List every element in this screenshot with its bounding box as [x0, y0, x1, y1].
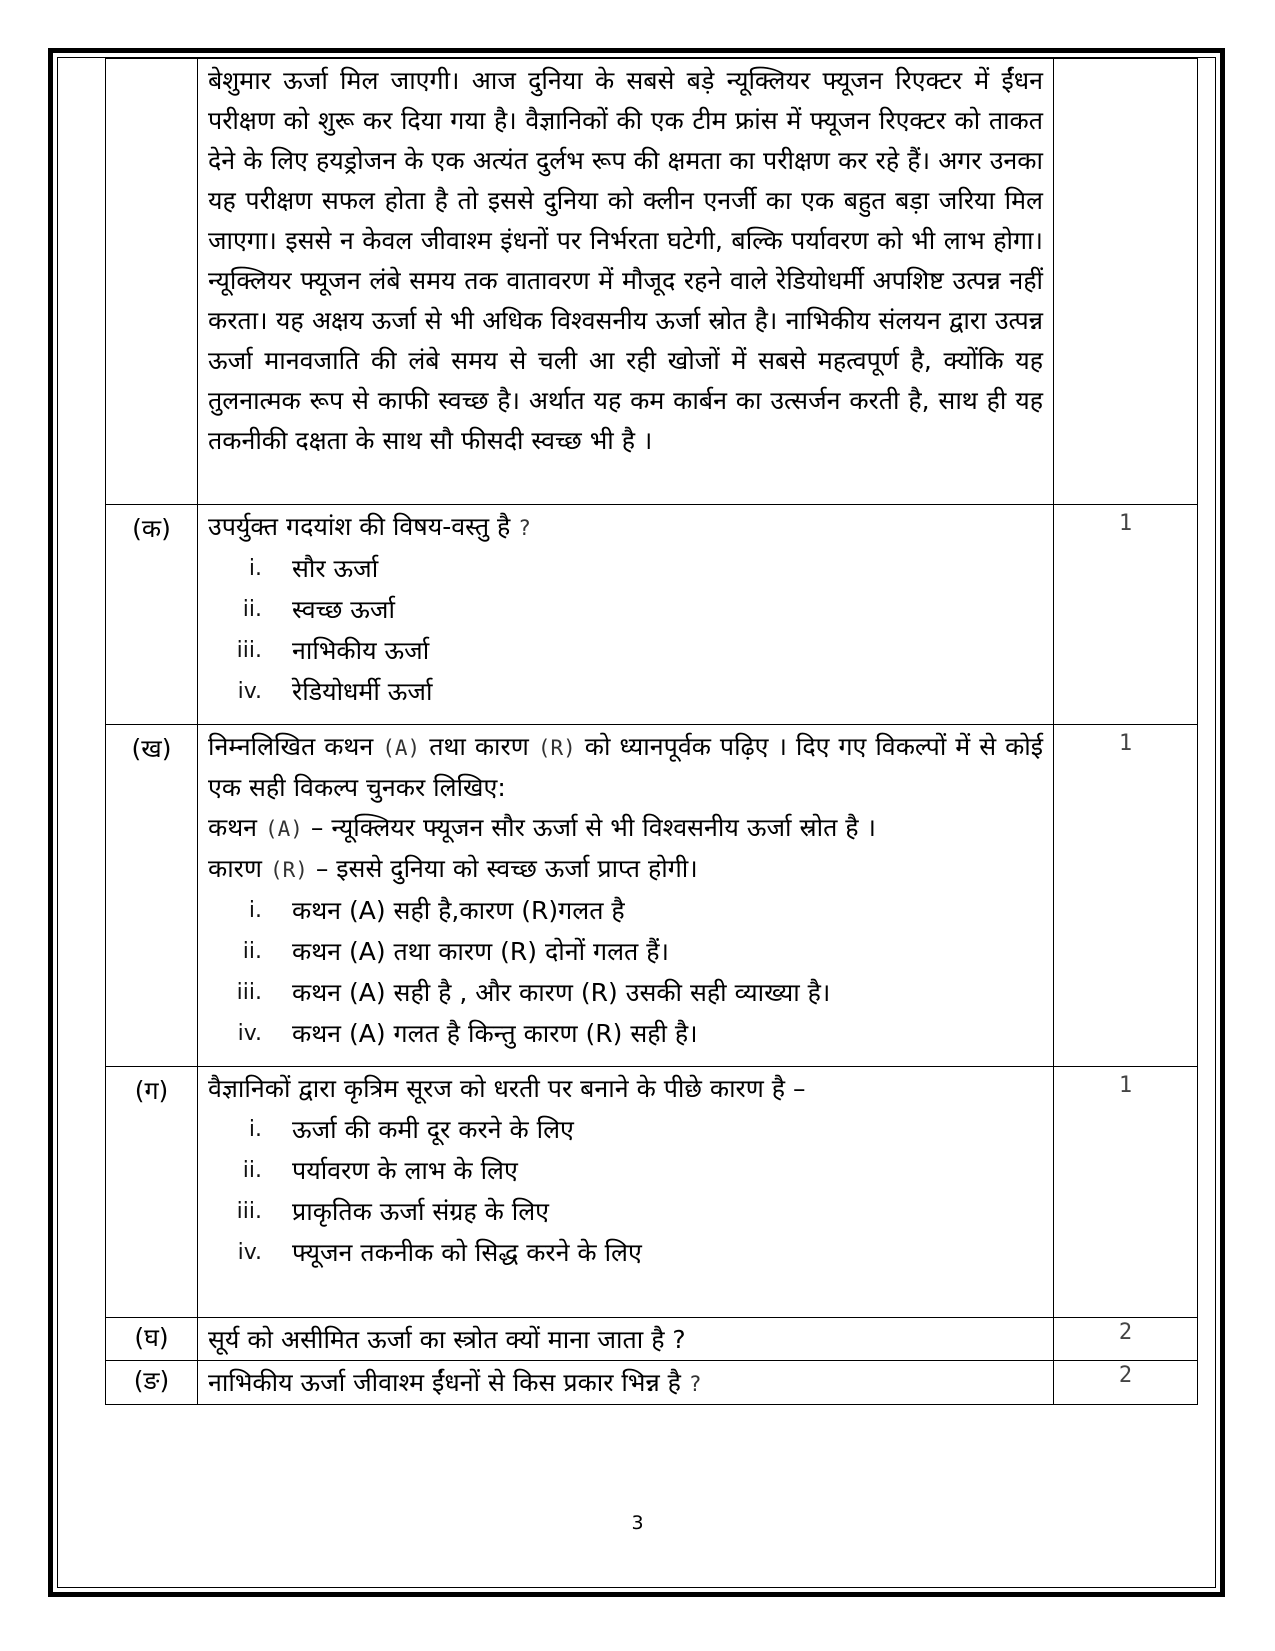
- option-item: ii. पर्यावरण के लाभ के लिए: [242, 1156, 518, 1185]
- reason-line: कारण (R) – इससे दुनिया को स्वच्छ ऊर्जा प्राप्त होगी।: [208, 854, 698, 883]
- question-text: निम्नलिखित कथन (A) तथा कारण (R) को ध्यानपूर्वक पढ़िए । दिए गए विकल्पों में से कोई एक सही विकल्प चुनकर लिखिए:: [208, 732, 1044, 802]
- question-label: (ग): [106, 1067, 198, 1318]
- passage-marks-cell: [1054, 59, 1198, 505]
- marks-value: 2: [1054, 1361, 1198, 1405]
- passage-row: [106, 59, 1198, 505]
- question-label: (क): [106, 505, 198, 725]
- page-number: 3: [631, 1512, 644, 1534]
- option-item: ii. स्वच्छ ऊर्जा: [242, 595, 395, 624]
- question-ka-row: [106, 505, 1198, 725]
- option-item: iii. नाभिकीय ऊर्जा: [236, 636, 430, 665]
- assertion-line: कथन (A) – न्यूक्लियर फ्यूजन सौर ऊर्जा से भी विश्वसनीय ऊर्जा स्रोत है ।: [208, 813, 876, 842]
- question-label: (ख): [106, 725, 198, 1067]
- option-item: iv. फ्यूजन तकनीक को सिद्ध करने के लिए: [237, 1238, 642, 1267]
- question-label: (ङ): [106, 1361, 198, 1405]
- option-item: iv. कथन (A) गलत है किन्तु कारण (R) सही है।: [237, 1019, 698, 1048]
- question-kha-cell: [198, 725, 1054, 1067]
- option-item: i. ऊर्जा की कमी दूर करने के लिए: [248, 1115, 574, 1144]
- question-text: नाभिकीय ऊर्जा जीवाश्म ईंधनों से किस प्रकार भिन्न है: [208, 1368, 681, 1397]
- options-list: [208, 548, 1043, 724]
- question-label: (घ): [106, 1318, 198, 1361]
- marks-value: 1: [1054, 505, 1198, 725]
- marks-value: 1: [1054, 1067, 1198, 1318]
- question-table: [105, 58, 1198, 1405]
- option-item: i. सौर ऊर्जा: [248, 554, 379, 583]
- question-ga-cell: [198, 1067, 1054, 1318]
- passage-text: बेशुमार ऊर्जा मिल जाएगी। आज दुनिया के सबसे बड़े न्यूक्लियर फ्यूजन रिएक्टर में ईंधन परीक्षण को शुरू कर दिया गया है। वैज्ञानिकों की एक टीम फ्रांस में फ्यूजन रिएक्टर को ताकत देने के लिए हयड्रोजन के एक अत्यंत दुर्लभ रूप की क्षमता का परीक्षण कर रहे हैं। अगर उनका यह परीक्षण सफल होता है तो इससे दुनिया को क्लीन एनर्जी का एक बहुत बड़ा जरिया मिल जाएगा। इससे न केवल जीवाश्म इंधनों पर निर्भरता घटेगी, बल्कि पर्यावरण को भी लाभ होगा। न्यूक्लियर फ्यूजन लंबे समय तक वातावरण में मौजूद रहने वाले रेडियोधर्मी अपशिष्ट उत्पन्न नहीं करता। यह अक्षय ऊर्जा से भी अधिक विश्वसनीय ऊर्जा स्रोत है। नाभिकीय संलयन द्वारा उत्पन्न ऊर्जा मानवजाति की लंबे समय से चली आ रही खोजों में सबसे महत्वपूर्ण है, क्योंकि यह तुलनात्मक रूप से काफी स्वच्छ है। अर्थात यह कम कार्बन का उत्सर्जन करती है, साथ ही यह तकनीकी दक्षता के साथ सौ फीसदी स्वच्छ भी है ।: [198, 59, 1054, 505]
- marks-value: 2: [1054, 1318, 1198, 1361]
- question-text: सूर्य को असीमित ऊर्जा का स्त्रोत क्यों माना जाता है ?: [198, 1318, 1054, 1361]
- passage-label-cell: [106, 59, 198, 505]
- question-kha-row: [106, 725, 1198, 1067]
- options-list: [208, 1109, 1043, 1285]
- option-item: ii. कथन (A) तथा कारण (R) दोनों गलत हैं।: [242, 937, 669, 966]
- question-nga-row: [106, 1361, 1198, 1405]
- option-item: iii. कथन (A) सही है , और कारण (R) उसकी सही व्याख्या है।: [236, 978, 831, 1007]
- options-list: [208, 890, 1043, 1066]
- question-ka-cell: [198, 505, 1054, 725]
- question-nga-cell: नाभिकीय ऊर्जा जीवाश्म ईंधनों से किस प्रकार भिन्न है ?: [198, 1361, 1054, 1405]
- question-text: वैज्ञानिकों द्वारा कृत्रिम सूरज को धरती पर बनाने के पीछे कारण है –: [208, 1074, 806, 1103]
- option-item: iii. प्राकृतिक ऊर्जा संग्रह के लिए: [236, 1197, 549, 1226]
- option-item: i. कथन (A) सही है,कारण (R)गलत है: [248, 896, 625, 925]
- question-text: उपर्युक्त गदयांश की विषय-वस्तु है ?: [208, 512, 531, 541]
- question-gha-row: [106, 1318, 1198, 1361]
- option-item: iv. रेडियोधर्मी ऊर्जा: [237, 677, 433, 706]
- marks-value: 1: [1054, 725, 1198, 1067]
- question-ga-row: [106, 1067, 1198, 1318]
